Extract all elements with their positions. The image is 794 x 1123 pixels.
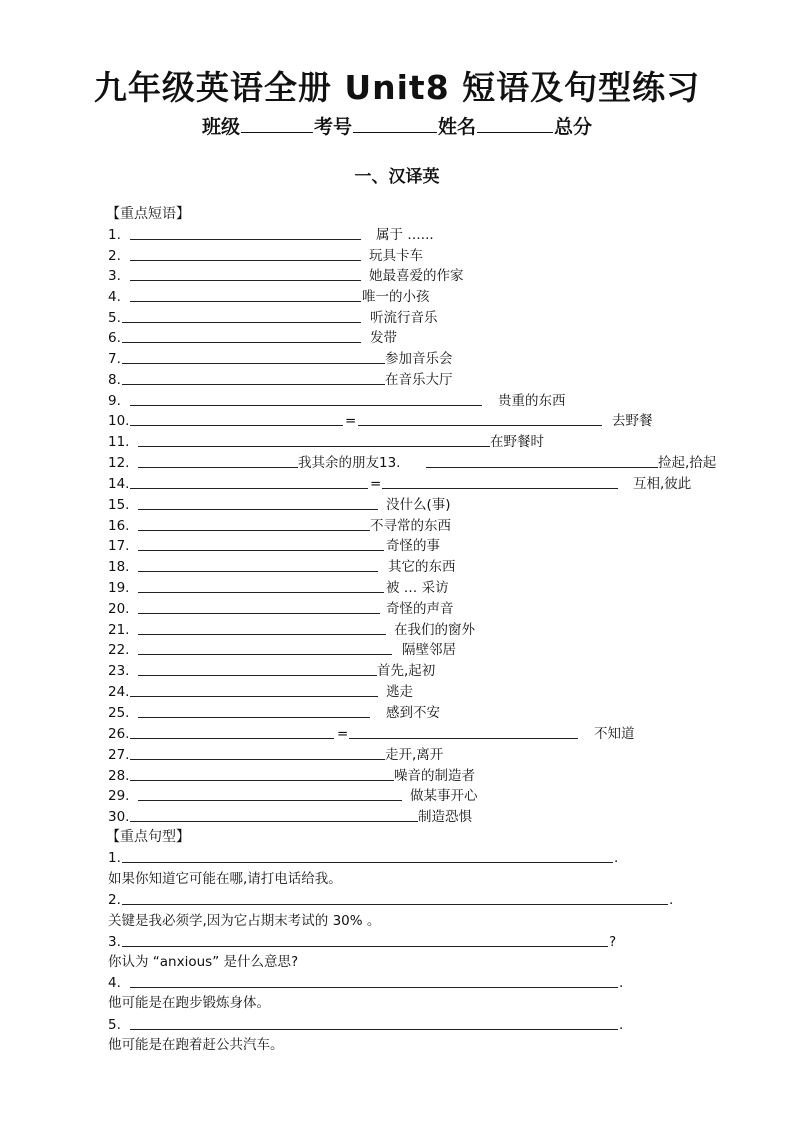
student-info-line — [0, 112, 794, 139]
phrase-number: 25. — [108, 705, 130, 721]
phrase-chinese: 去野餐 — [612, 413, 653, 429]
phrase-row — [108, 411, 748, 431]
sentence-end-mark: . — [669, 892, 674, 908]
answer-blank[interactable] — [382, 474, 618, 489]
phrase-number: 24. — [108, 684, 130, 700]
phrase-row — [108, 453, 748, 473]
answer-blank[interactable] — [130, 807, 418, 822]
sentence-number: 1. — [108, 850, 121, 866]
phrase-row — [108, 599, 748, 619]
phrase-row — [108, 640, 748, 660]
sentence-answer-blank[interactable] — [130, 1015, 618, 1030]
sentence-answer-blank[interactable] — [122, 890, 668, 905]
phrase-chinese: 被 … 采访 — [386, 580, 449, 596]
phrase-row — [108, 391, 748, 411]
answer-blank[interactable] — [138, 516, 370, 531]
phrase-row — [108, 495, 748, 515]
sentence-chinese: 他可能是在跑着赶公共汽车。 — [108, 1037, 284, 1053]
phrase-chinese: 在野餐时 — [490, 434, 544, 450]
answer-blank[interactable] — [130, 411, 343, 426]
phrase-number: 16. — [108, 518, 130, 534]
phrase-row — [108, 786, 748, 806]
phrase-chinese: 玩具卡车 — [369, 248, 423, 264]
sentences-heading: 【重点句型】 — [106, 829, 190, 845]
phrase-chinese: 其它的东西 — [388, 559, 456, 575]
phrase-chinese: 听流行音乐 — [370, 310, 438, 326]
phrase-number: 4. — [108, 289, 121, 305]
answer-blank[interactable] — [122, 308, 361, 323]
phrase-chinese: 感到不安 — [386, 705, 440, 721]
page-title: 九年级英语全册 Unit8 短语及句型练习 — [93, 68, 701, 107]
phrase-number: 9. — [108, 393, 121, 409]
phrase-chinese: 我其余的朋友13. — [298, 455, 401, 471]
answer-blank[interactable] — [138, 557, 378, 572]
phrase-number: 3. — [108, 268, 121, 284]
sentence-number: 3. — [108, 934, 121, 950]
phrase-row — [108, 682, 748, 702]
phrase-number: 20. — [108, 601, 130, 617]
answer-blank[interactable] — [130, 225, 361, 240]
phrase-row — [108, 370, 748, 390]
answer-blank[interactable] — [138, 578, 384, 593]
phrase-chinese: 不寻常的东西 — [370, 518, 451, 534]
phrase-row — [108, 328, 748, 348]
phrase-chinese: 发带 — [370, 330, 397, 346]
class-label: 班级 — [201, 116, 240, 138]
sentence-row — [108, 848, 728, 868]
answer-blank[interactable] — [138, 786, 402, 801]
phrase-row — [108, 724, 748, 744]
sentence-end-mark: ? — [609, 934, 617, 950]
phrase-chinese: 唯一的小孩 — [362, 289, 430, 305]
phrase-number: 23. — [108, 663, 130, 679]
answer-blank[interactable] — [130, 266, 361, 281]
answer-blank[interactable] — [130, 391, 482, 406]
phrase-chinese: 噪音的制造者 — [394, 768, 475, 784]
phrase-chinese: 走开,离开 — [385, 747, 444, 763]
phrase-number: 8. — [108, 372, 121, 388]
sentence-chinese: 你认为 “anxious” 是什么意思? — [108, 954, 299, 970]
equals-sign: = — [337, 726, 349, 742]
phrase-number: 5. — [108, 310, 121, 326]
phrase-row — [108, 536, 748, 556]
phrase-row — [108, 578, 748, 598]
phrase-row — [108, 703, 748, 723]
phrase-chinese: 她最喜爱的作家 — [369, 268, 464, 284]
answer-blank[interactable] — [130, 246, 361, 261]
phrase-chinese: 隔壁邻居 — [402, 642, 456, 658]
phrase-chinese: 制造恐惧 — [418, 809, 472, 825]
phrase-number: 29. — [108, 788, 130, 804]
exam-no-blank[interactable] — [353, 114, 437, 133]
answer-blank[interactable] — [130, 745, 385, 760]
phrase-chinese: 贵重的东西 — [498, 393, 566, 409]
sentence-chinese: 他可能是在跑步锻炼身体。 — [108, 995, 270, 1011]
answer-blank[interactable] — [138, 453, 298, 468]
sentence-row — [108, 932, 728, 952]
phrase-row — [108, 620, 748, 640]
phrase-number: 30. — [108, 809, 130, 825]
phrase-chinese: 没什么(事) — [386, 497, 451, 513]
answer-blank[interactable] — [122, 349, 385, 364]
section-title: 一、汉译英 — [354, 167, 440, 187]
answer-blank[interactable] — [138, 536, 384, 551]
phrase-number: 21. — [108, 622, 130, 638]
sentence-chinese: 关键是我必须学,因为它占期末考试的 30% 。 — [108, 913, 381, 929]
sentence-end-mark: . — [614, 850, 619, 866]
phrase-row — [108, 745, 748, 765]
sentence-answer-blank[interactable] — [130, 973, 618, 988]
answer-blank[interactable] — [349, 724, 578, 739]
answer-blank[interactable] — [138, 495, 378, 510]
sentence-end-mark: . — [619, 1017, 624, 1033]
score-label: 总分 — [554, 116, 593, 138]
phrase-row — [108, 474, 748, 494]
answer-blank[interactable] — [426, 453, 658, 468]
answer-blank[interactable] — [122, 328, 361, 343]
phrase-number: 28. — [108, 768, 130, 784]
phrase-number: 17. — [108, 538, 130, 554]
phrase-number: 18. — [108, 559, 130, 575]
answer-blank[interactable] — [130, 682, 378, 697]
phrase-row — [108, 516, 748, 536]
phrase-row — [108, 432, 748, 452]
name-blank[interactable] — [477, 114, 553, 133]
phrase-number: 27. — [108, 747, 130, 763]
phrase-chinese: 逃走 — [386, 684, 413, 700]
sentence-number: 5. — [108, 1017, 121, 1033]
sentence-row — [108, 890, 728, 910]
answer-blank[interactable] — [130, 766, 394, 781]
sentence-row — [108, 1015, 728, 1035]
phrase-chinese: 在我们的窗外 — [394, 622, 475, 638]
sentence-number: 2. — [108, 892, 121, 908]
phrase-chinese: 奇怪的事 — [386, 538, 440, 554]
answer-blank[interactable] — [130, 287, 361, 302]
sentence-row — [108, 973, 728, 993]
phrase-number: 12. — [108, 455, 130, 471]
answer-blank[interactable] — [138, 432, 490, 447]
phrase-chinese: 捡起,拾起 — [658, 455, 717, 471]
answer-blank[interactable] — [138, 661, 377, 676]
phrase-row — [108, 308, 748, 328]
phrase-row — [108, 225, 748, 245]
phrase-row — [108, 266, 748, 286]
answer-blank[interactable] — [130, 724, 334, 739]
phrase-chinese: 首先,起初 — [377, 663, 436, 679]
phrase-row — [108, 557, 748, 577]
phrase-number: 10. — [108, 413, 130, 429]
sentence-chinese: 如果你知道它可能在哪,请打电话给我。 — [108, 871, 342, 887]
exam-no-label: 考号 — [313, 116, 352, 138]
equals-sign: = — [370, 476, 382, 492]
phrase-number: 2. — [108, 248, 121, 264]
phrase-chinese: 互相,彼此 — [633, 476, 692, 492]
phrase-number: 26. — [108, 726, 130, 742]
phrase-number: 11. — [108, 434, 130, 450]
phrase-row — [108, 349, 748, 369]
phrase-row — [108, 661, 748, 681]
sentence-number: 4. — [108, 975, 121, 991]
sentence-answer-blank[interactable] — [122, 932, 608, 947]
answer-blank[interactable] — [358, 411, 602, 426]
phrase-row — [108, 246, 748, 266]
answer-blank[interactable] — [138, 640, 392, 655]
phrase-row — [108, 807, 748, 827]
phrase-number: 19. — [108, 580, 130, 596]
phrase-number: 15. — [108, 497, 130, 513]
phrase-row — [108, 287, 748, 307]
phrase-number: 22. — [108, 642, 130, 658]
phrase-chinese: 在音乐大厅 — [385, 372, 453, 388]
phrase-row — [108, 766, 748, 786]
name-label: 姓名 — [438, 116, 477, 138]
sentence-answer-blank[interactable] — [122, 848, 613, 863]
answer-blank[interactable] — [122, 370, 385, 385]
phrase-chinese: 奇怪的声音 — [386, 601, 454, 617]
answer-blank[interactable] — [138, 599, 380, 614]
answer-blank[interactable] — [138, 620, 386, 635]
phrase-number: 1. — [108, 227, 121, 243]
phrase-chinese: 属于 …... — [376, 227, 434, 243]
class-blank[interactable] — [241, 114, 313, 133]
phrase-chinese: 不知道 — [594, 726, 635, 742]
answer-blank[interactable] — [130, 474, 368, 489]
answer-blank[interactable] — [138, 703, 370, 718]
phrase-chinese: 参加音乐会 — [385, 351, 453, 367]
sentence-end-mark: . — [619, 975, 624, 991]
equals-sign: = — [345, 413, 357, 429]
phrases-heading: 【重点短语】 — [106, 206, 190, 222]
phrase-number: 14. — [108, 476, 130, 492]
phrase-number: 6. — [108, 330, 121, 346]
phrase-chinese: 做某事开心 — [410, 788, 478, 804]
phrase-number: 7. — [108, 351, 121, 367]
